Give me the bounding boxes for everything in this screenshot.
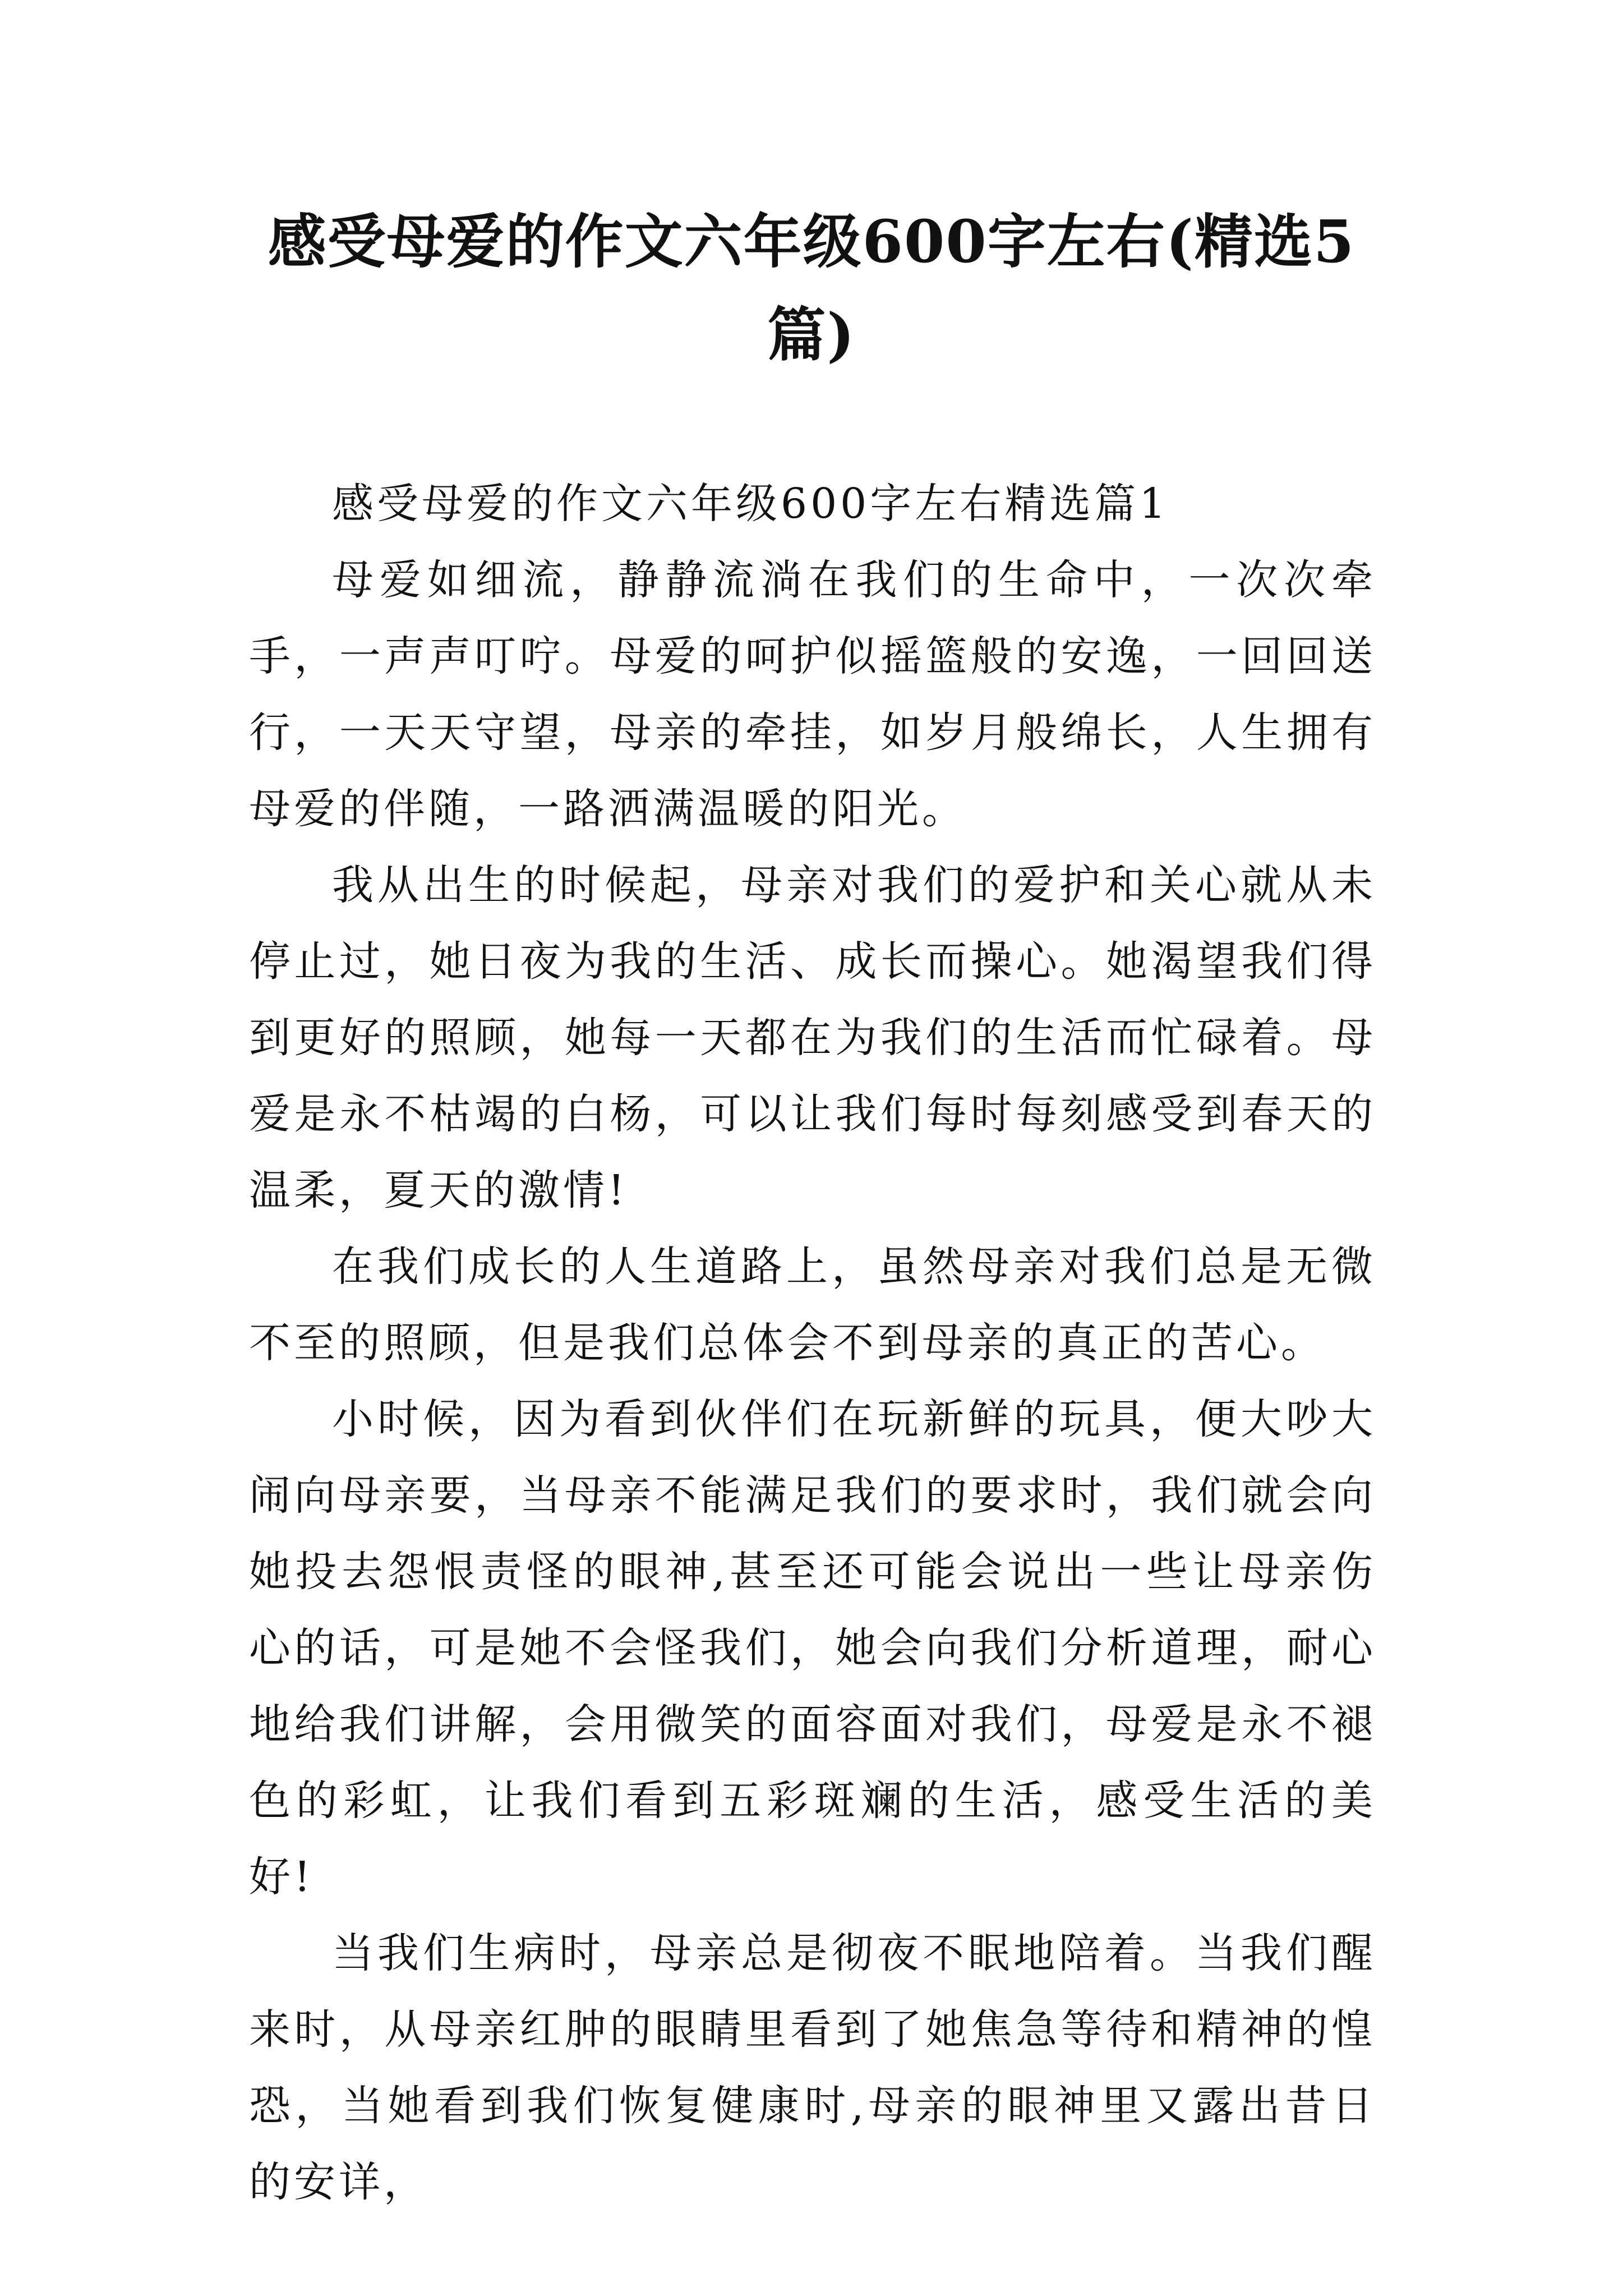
paragraph-2: 我从出生的时候起，母亲对我们的爱护和关心就从未停止过，她日夜为我的生活、成长而操心。她渴望我们得到更好的照顾，她每一天都在为我们的生活而忙碌着。母爱是永不枯竭的白杨，可以让我们每时每刻感受到春天的温柔，夏天的激情!: [249, 861, 1376, 1214]
paragraph-1: 母爱如细流，静静流淌在我们的生命中，一次次牵手，一声声叮咛。母爱的呵护似摇篮般的安逸，一回回送行，一天天守望，母亲的牵挂，如岁月般绵长，人生拥有母爱的伴随，一路洒满温暖的阳光。: [249, 556, 1376, 833]
paragraph-4: 小时候，因为看到伙伴们在玩新鲜的玩具，便大吵大闹向母亲要，当母亲不能满足我们的要求时，我们就会向她投去怨恨责怪的眼神,甚至还可能会说出一些让母亲伤心的话，可是她不会怪我们，她会向我们分析道理，耐心地给我们讲解，会用微笑的面容面对我们，母爱是永不褪色的彩虹，让我们看到五彩斑斓的生活，感受生活的美好!: [249, 1395, 1376, 1901]
paragraph-5: 当我们生病时，母亲总是彻夜不眠地陪着。当我们醒来时，从母亲红肿的眼睛里看到了她焦急等待和精神的惶恐，当她看到我们恢复健康时,母亲的眼神里又露出昔日的安详，: [249, 1929, 1376, 2206]
document-title: 感受母爱的作文六年级600字左右(精选5篇): [268, 207, 1355, 369]
document-body: [249, 466, 1376, 2220]
paragraph-3: 在我们成长的人生道路上，虽然母亲对我们总是无微不至的照顾，但是我们总体会不到母亲的真正的苦心。: [249, 1243, 1376, 1367]
section-heading: 感受母爱的作文六年级600字左右精选篇1: [332, 480, 1169, 528]
